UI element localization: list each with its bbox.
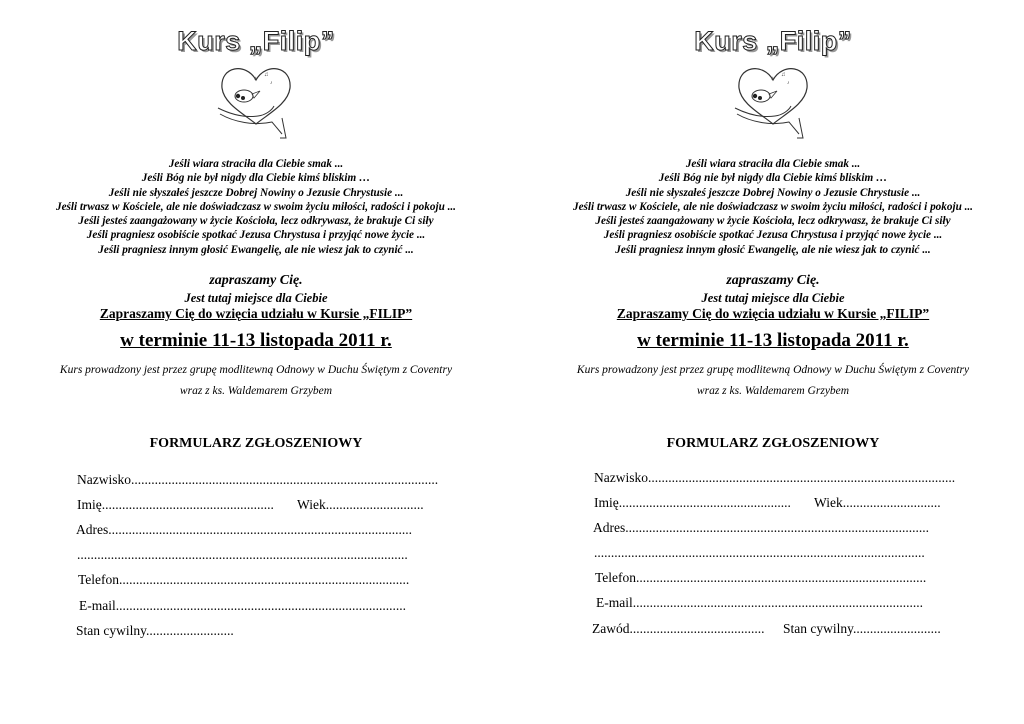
led-by-line-2: wraz z ks. Waldemarem Grzybem [179,385,333,397]
flyer-title: Kurs „Filip” [694,26,852,56]
invite-line-3: Zapraszamy Cię do wzięcia udziału w Kursie „FILIP” [616,306,930,321]
form-title: FORMULARZ ZGŁOSZENIOWY [149,436,363,451]
field-adres-continued[interactable]: .................................................................................................. [594,545,925,560]
intro-line: Jeśli wiara straciła dla Ciebie smak ... [685,158,861,170]
field-adres-continued[interactable]: .................................................................................................. [77,547,408,562]
svg-text:♫: ♫ [264,72,269,78]
intro-line: Jeśli nie słyszałeś jeszcze Dobrej Nowiny o Jezusie Chrystusie ... [625,186,921,199]
intro-line: Jeśli nie słyszałeś jeszcze Dobrej Nowiny o Jezusie Chrystusie ... [108,186,404,199]
field-email[interactable]: E-mail...................................................................................... [596,595,923,610]
heart-hand-bird-icon [214,58,298,142]
led-by-line-2: wraz z ks. Waldemarem Grzybem [696,385,850,397]
invite-line-2: Jest tutaj miejsce dla Ciebie [701,291,845,305]
field-wiek[interactable]: Wiek............................. [814,495,941,510]
field-adres[interactable]: Adres.......................................................................................... [76,522,412,537]
intro-line: Jeśli Bóg nie był nigdy dla Ciebie kimś bliskim … [141,172,371,185]
field-email[interactable]: E-mail...................................................................................... [79,598,406,613]
intro-line: Jeśli trwasz w Kościele, ale nie doświadczasz w swoim życiu miłości, radości i pokoju ... [56,200,456,213]
intro-line: Jeśli trwasz w Kościele, ale nie doświadczasz w swoim życiu miłości, radości i pokoju ... [573,200,973,213]
intro-line: Jeśli Bóg nie był nigdy dla Ciebie kimś bliskim … [658,172,888,185]
field-stan-cywilny[interactable]: Stan cywilny.......................... [783,621,941,636]
intro-text [0,157,512,257]
field-imie[interactable]: Imię................................................... [77,497,274,512]
intro-line: Jeśli pragniesz osobiście spotkać Jezusa Chrystusa i przyjąć nowe życie ... [86,229,426,242]
invite-line-2: Jest tutaj miejsce dla Ciebie [184,291,328,305]
svg-text:♪: ♪ [270,80,273,86]
field-nazwisko[interactable]: Nazwisko........................................................................................... [77,472,439,487]
flyer-right [517,0,1024,724]
field-telefon[interactable]: Telefon...................................................................................... [595,570,927,585]
intro-text [517,157,1024,257]
led-by-line-1: Kurs prowadzony jest przez grupę modlitewną Odnowy w Duchu Świętym z Coventry [59,364,453,376]
svg-text:♪: ♪ [771,76,774,82]
intro-line: Jeśli jesteś zaangażowany w życie Kościoła, lecz odkrywasz, że brakuje Ci siły [78,215,434,228]
flyer-title: Kurs „Filip” [177,26,335,56]
field-stan-cywilny[interactable]: Stan cywilny.......................... [76,623,234,638]
invite-line-1: zapraszamy Cię. [209,273,303,288]
svg-text:♫: ♫ [781,72,786,78]
field-adres[interactable]: Adres.......................................................................................... [593,520,929,535]
field-zawod[interactable]: Zawód........................................ [592,621,765,636]
invite-line-1: zapraszamy Cię. [726,273,820,288]
intro-line: Jeśli jesteś zaangażowany w życie Kościoła, lecz odkrywasz, że brakuje Ci siły [595,215,951,228]
intro-line: Jeśli pragniesz innym głosić Ewangelię, ale nie wiesz jak to czynić ... [615,243,931,256]
field-imie[interactable]: Imię................................................... [594,495,791,510]
field-wiek[interactable]: Wiek............................. [297,497,424,512]
svg-text:♪: ♪ [254,76,257,82]
field-telefon[interactable]: Telefon...................................................................................... [78,572,410,587]
svg-text:♪: ♪ [787,80,790,86]
intro-line: Jeśli wiara straciła dla Ciebie smak ... [168,158,344,170]
led-by-line-1: Kurs prowadzony jest przez grupę modlitewną Odnowy w Duchu Świętym z Coventry [576,364,970,376]
course-date: w terminie 11-13 listopada 2011 r. [637,330,909,351]
course-date: w terminie 11-13 listopada 2011 r. [120,330,392,351]
field-nazwisko[interactable]: Nazwisko........................................................................................... [594,470,956,485]
invite-line-3: Zapraszamy Cię do wzięcia udziału w Kursie „FILIP” [99,306,413,321]
form-title: FORMULARZ ZGŁOSZENIOWY [666,436,880,451]
heart-hand-bird-icon [731,58,815,142]
intro-line: Jeśli pragniesz osobiście spotkać Jezusa Chrystusa i przyjąć nowe życie ... [603,229,943,242]
intro-line: Jeśli pragniesz innym głosić Ewangelię, ale nie wiesz jak to czynić ... [98,243,414,256]
